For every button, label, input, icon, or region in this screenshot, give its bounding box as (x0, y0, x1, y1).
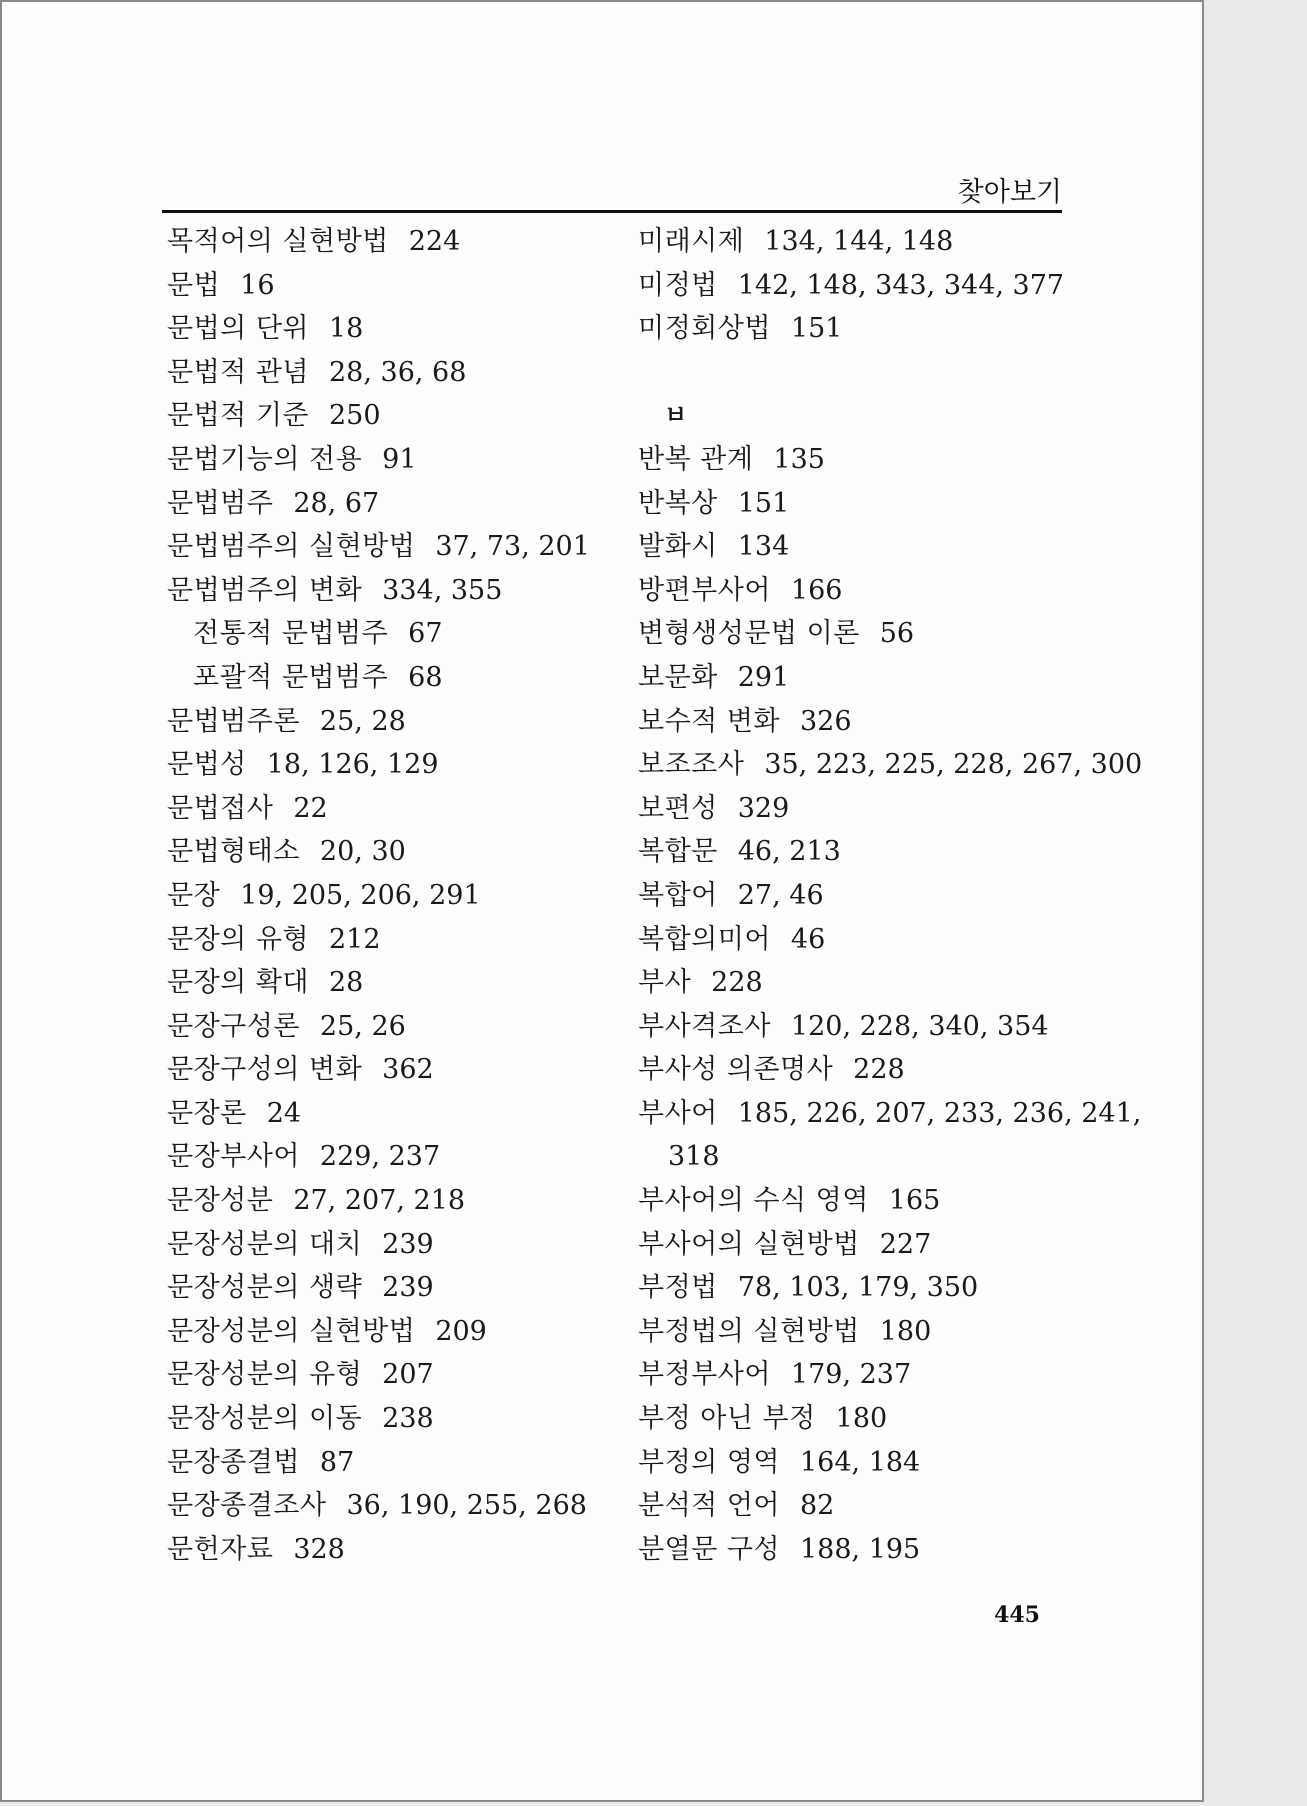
index-pages: 56 (879, 618, 915, 650)
index-entry (167, 830, 617, 874)
index-entry (167, 1223, 617, 1267)
index-entry (167, 700, 617, 744)
index-term: 문법의 단위 (167, 313, 309, 345)
index-pages: 28, 36, 68 (329, 356, 467, 388)
index-pages: 134 (737, 531, 790, 563)
index-pages: 37, 73, 201 (435, 531, 590, 563)
index-entry (638, 264, 1078, 308)
index-term: 분석적 언어 (638, 1490, 780, 1522)
index-pages: 134, 144, 148 (764, 226, 954, 257)
index-pages: 28 (329, 967, 364, 999)
index-entry (638, 874, 1078, 918)
index-entry (638, 569, 1078, 613)
index-pages: 16 (240, 269, 275, 301)
index-entry (167, 1397, 617, 1441)
index-pages: 27, 46 (737, 879, 824, 911)
index-pages: 46, 213 (737, 836, 841, 868)
index-pages: 362 (382, 1054, 434, 1086)
section-spacer (638, 351, 1078, 395)
index-entry (167, 1005, 617, 1049)
index-term: 문장부사어 (167, 1141, 300, 1173)
index-pages: 36, 190, 255, 268 (346, 1490, 587, 1522)
index-entry (167, 264, 617, 308)
index-entry (167, 1441, 617, 1485)
index-term: 문장종결법 (167, 1446, 300, 1478)
index-entry (638, 1353, 1078, 1397)
index-term: 복합어 (638, 879, 718, 911)
index-entry (167, 307, 617, 351)
index-pages: 82 (800, 1490, 835, 1522)
index-entry (638, 482, 1078, 526)
index-pages: 78, 103, 179, 350 (737, 1272, 979, 1304)
index-entry (638, 438, 1078, 482)
index-pages: 120, 228, 340, 354 (790, 1010, 1049, 1042)
index-subentry (167, 612, 617, 656)
index-pages: 27, 207, 218 (293, 1185, 466, 1217)
index-term: 부정법의 실현방법 (638, 1315, 860, 1347)
index-term: 변형생성문법 이론 (638, 618, 860, 650)
index-term: 문장종결조사 (167, 1490, 327, 1522)
index-pages: 238 (382, 1403, 434, 1435)
index-term: 문헌자료 (167, 1533, 274, 1565)
index-term: 문법기능의 전용 (167, 443, 363, 475)
index-term: 문장성분의 이동 (167, 1403, 363, 1435)
index-term: 부사격조사 (638, 1010, 771, 1042)
index-entry (167, 874, 617, 918)
index-entry (167, 482, 617, 526)
index-pages: 229, 237 (319, 1141, 441, 1173)
index-pages: 151 (790, 313, 843, 345)
index-term: 발화시 (638, 531, 718, 563)
index-entry (638, 1528, 1078, 1572)
index-pages: 185, 226, 207, 233, 236, 241, (737, 1097, 1142, 1129)
index-entry (638, 1310, 1078, 1354)
index-entry (638, 1179, 1078, 1223)
index-entry (167, 1310, 617, 1354)
index-term: 문법성 (167, 749, 247, 781)
index-pages: 28, 67 (293, 487, 380, 519)
index-pages: 18 (329, 313, 364, 345)
index-entry (167, 1135, 617, 1179)
index-entry (167, 1048, 617, 1092)
index-term: 포괄적 문법범주 (193, 661, 389, 693)
index-column-right (638, 220, 1143, 1571)
index-term: 문법적 관념 (167, 356, 309, 388)
index-pages: 239 (382, 1228, 434, 1260)
index-pages: 227 (879, 1228, 932, 1260)
index-pages: 25, 28 (319, 705, 406, 737)
index-term: 부사성 의존명사 (638, 1054, 834, 1086)
index-term: 보조조사 (638, 749, 745, 781)
index-pages: 22 (293, 792, 328, 824)
index-pages: 212 (329, 923, 381, 955)
index-term: 문법범주의 변화 (167, 574, 363, 606)
index-term: 문장의 유형 (167, 923, 309, 955)
index-term: 문장성분의 유형 (167, 1359, 363, 1391)
index-term: 반복 관계 (638, 443, 754, 475)
index-pages: 18, 126, 129 (266, 749, 439, 781)
index-pages: 239 (382, 1272, 434, 1304)
index-pages: 165 (888, 1185, 941, 1217)
index-entry (167, 1092, 617, 1136)
index-entry (638, 1441, 1078, 1485)
index-entry (167, 787, 617, 831)
index-pages: 209 (435, 1315, 487, 1347)
index-entry (167, 1528, 617, 1572)
index-continuation: 318 (668, 1141, 720, 1173)
index-entry (638, 1048, 1078, 1092)
index-term: 문장구성론 (167, 1010, 300, 1042)
index-term: 보문화 (638, 661, 718, 693)
index-pages: 329 (737, 792, 790, 824)
index-term: 문법적 기준 (167, 400, 309, 432)
index-entry (638, 1266, 1078, 1310)
index-term: 문장의 확대 (167, 967, 309, 999)
index-pages: 67 (408, 618, 443, 650)
index-term: 부사어의 수식 영역 (638, 1185, 869, 1217)
index-entry (167, 438, 617, 482)
index-term: 보편성 (638, 792, 718, 824)
section-heading: ㅂ (664, 401, 688, 430)
index-term: 부정의 영역 (638, 1446, 780, 1478)
index-pages: 142, 148, 343, 344, 377 (737, 269, 1065, 301)
index-term: 목적어의 실현방법 (167, 226, 389, 257)
index-term: 보수적 변화 (638, 705, 780, 737)
index-term: 문장 (167, 879, 221, 911)
index-entry (167, 220, 617, 264)
index-entry (167, 918, 617, 962)
index-entry (167, 743, 617, 787)
index-pages: 334, 355 (382, 574, 503, 606)
index-term: 반복상 (638, 487, 718, 519)
page-number: 445 (994, 1602, 1040, 1628)
index-entry (638, 1484, 1078, 1528)
index-term: 문장구성의 변화 (167, 1054, 363, 1086)
index-entry (638, 961, 1078, 1005)
index-term: 부사어의 실현방법 (638, 1228, 860, 1260)
index-pages: 135 (773, 443, 825, 475)
index-pages: 20, 30 (319, 836, 406, 868)
running-header: 찾아보기 (957, 177, 1062, 208)
index-term: 문법범주의 실현방법 (167, 531, 416, 563)
index-pages: 180 (879, 1315, 932, 1347)
index-pages: 188, 195 (800, 1533, 921, 1565)
index-term: 부정부사어 (638, 1359, 771, 1391)
index-pages: 19, 205, 206, 291 (240, 879, 481, 911)
index-term: 부정법 (638, 1272, 718, 1304)
index-entry (167, 569, 617, 613)
index-pages: 24 (266, 1097, 302, 1129)
index-column-left (167, 220, 617, 1571)
index-entry (638, 743, 1143, 787)
index-entry (167, 525, 617, 569)
index-term: 문법범주론 (167, 705, 300, 737)
index-pages: 291 (737, 661, 790, 693)
index-entry (167, 1484, 617, 1528)
index-entry (638, 830, 1078, 874)
index-term: 복합의미어 (638, 923, 771, 955)
index-term: 문장성분의 대치 (167, 1228, 363, 1260)
index-pages: 68 (408, 661, 443, 693)
index-subentry (167, 656, 617, 700)
index-pages: 151 (737, 487, 790, 519)
index-term: 방편부사어 (638, 574, 771, 606)
index-entry (638, 700, 1078, 744)
index-entry (167, 1266, 617, 1310)
index-term: 부사 (638, 967, 692, 999)
index-term: 부사어 (638, 1097, 718, 1129)
index-term: 분열문 구성 (638, 1533, 780, 1565)
index-entry (638, 1005, 1078, 1049)
index-entry (638, 220, 1078, 264)
index-entry (638, 1092, 1142, 1136)
index-term: 부정 아닌 부정 (638, 1403, 816, 1435)
index-term: 문법형태소 (167, 836, 300, 868)
index-entry (167, 351, 617, 395)
index-term: 문법접사 (167, 792, 274, 824)
index-term: 문법 (167, 269, 221, 301)
index-term: 문장론 (167, 1097, 247, 1129)
index-term: 문법범주 (167, 487, 274, 519)
header-rule (162, 210, 1062, 213)
index-entry (638, 787, 1078, 831)
index-entry (638, 656, 1078, 700)
index-term: 미정법 (638, 269, 718, 301)
index-term: 문장성분의 실현방법 (167, 1315, 416, 1347)
index-entry (167, 1353, 617, 1397)
index-entry (167, 961, 617, 1005)
index-pages: 228 (711, 967, 763, 999)
index-entry (638, 1223, 1078, 1267)
index-pages: 224 (408, 226, 461, 257)
index-term: 미래시제 (638, 226, 745, 257)
index-term: 문장성분의 생략 (167, 1272, 363, 1304)
index-pages: 91 (382, 443, 417, 475)
index-entry (638, 525, 1078, 569)
index-pages: 166 (790, 574, 843, 606)
index-pages: 87 (319, 1446, 355, 1478)
index-entry (638, 1397, 1078, 1441)
index-entry (638, 918, 1078, 962)
index-pages: 326 (800, 705, 852, 737)
index-pages: 228 (853, 1054, 905, 1086)
index-term: 미정회상법 (638, 313, 771, 345)
index-pages: 250 (329, 400, 381, 432)
index-pages: 164, 184 (800, 1446, 921, 1478)
index-pages: 328 (293, 1533, 345, 1565)
index-pages: 46 (790, 923, 826, 955)
index-pages: 207 (382, 1359, 434, 1391)
index-entry (638, 612, 1078, 656)
index-entry (638, 307, 1078, 351)
index-term: 전통적 문법범주 (193, 618, 389, 650)
index-pages: 179, 237 (790, 1359, 912, 1391)
index-term: 문장성분 (167, 1185, 274, 1217)
index-pages: 35, 223, 225, 228, 267, 300 (764, 749, 1143, 781)
index-pages: 25, 26 (319, 1010, 406, 1042)
index-term: 복합문 (638, 836, 718, 868)
index-entry (167, 394, 617, 438)
index-pages: 180 (835, 1403, 888, 1435)
index-entry (167, 1179, 617, 1223)
